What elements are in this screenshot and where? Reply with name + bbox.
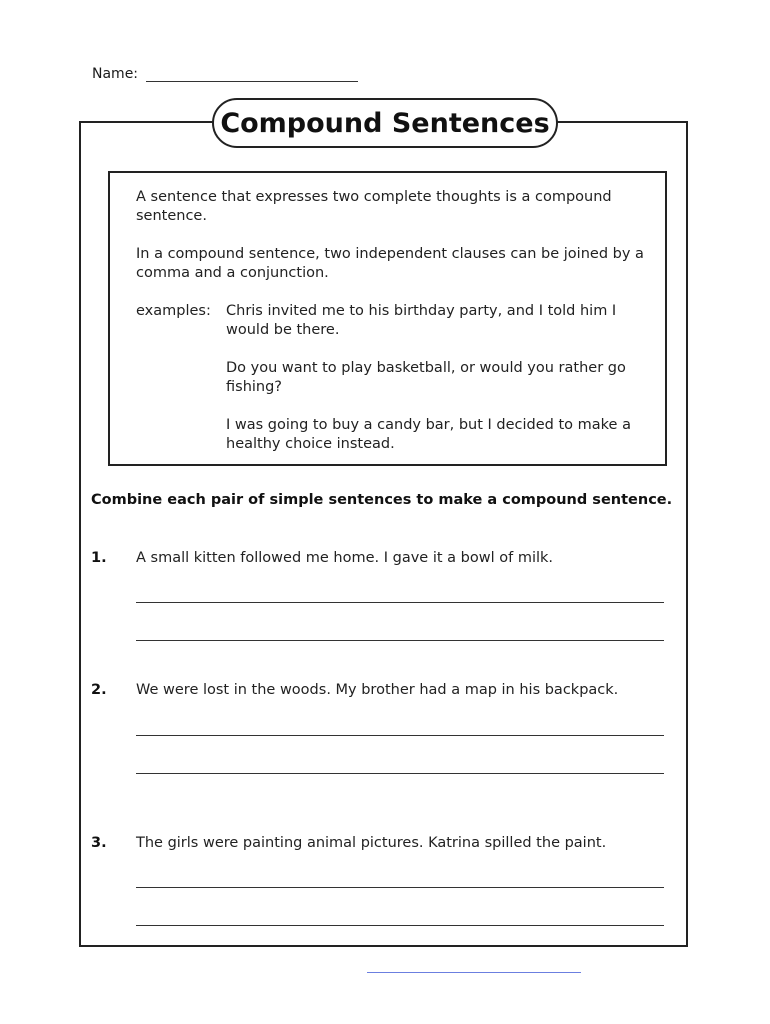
question-text-1: A small kitten followed me home. I gave it a bowl of milk.: [136, 550, 554, 566]
question-text-3: The girls were painting animal pictures. Katrina spilled the paint.: [136, 835, 607, 851]
question-text-2: We were lost in the woods. My brother had a map in his backpack.: [136, 682, 619, 698]
example-sentence-3: I was going to buy a candy bar, but I decided to make a healthy choice instead.: [226, 417, 631, 452]
answer-line-2b[interactable]: [136, 773, 664, 774]
answer-line-2a[interactable]: [136, 735, 664, 736]
examples-label: examples:: [136, 303, 211, 319]
name-write-line[interactable]: [146, 66, 358, 82]
rule-text: In a compound sentence, two independent clauses can be joined by a comma and a conjunction.: [136, 246, 644, 281]
name-row: [92, 66, 358, 82]
answer-line-3a[interactable]: [136, 887, 664, 888]
instructions: Combine each pair of simple sentences to make a compound sentence.: [91, 492, 673, 508]
name-label: Name:: [92, 66, 139, 82]
question-number-3: 3.: [91, 835, 107, 851]
answer-line-1a[interactable]: [136, 602, 664, 603]
footer-link[interactable]: [367, 972, 581, 973]
question-number-2: 2.: [91, 682, 107, 698]
answer-line-3b[interactable]: [136, 925, 664, 926]
question-number-1: 1.: [91, 550, 107, 566]
example-sentence-2: Do you want to play basketball, or would you rather go fishing?: [226, 360, 626, 395]
worksheet-title: Compound Sentences: [212, 98, 558, 148]
answer-line-1b[interactable]: [136, 640, 664, 641]
example-sentence-1: Chris invited me to his birthday party, and I told him I would be there.: [226, 303, 617, 338]
definition-text: A sentence that expresses two complete thoughts is a compound sentence.: [136, 189, 612, 224]
